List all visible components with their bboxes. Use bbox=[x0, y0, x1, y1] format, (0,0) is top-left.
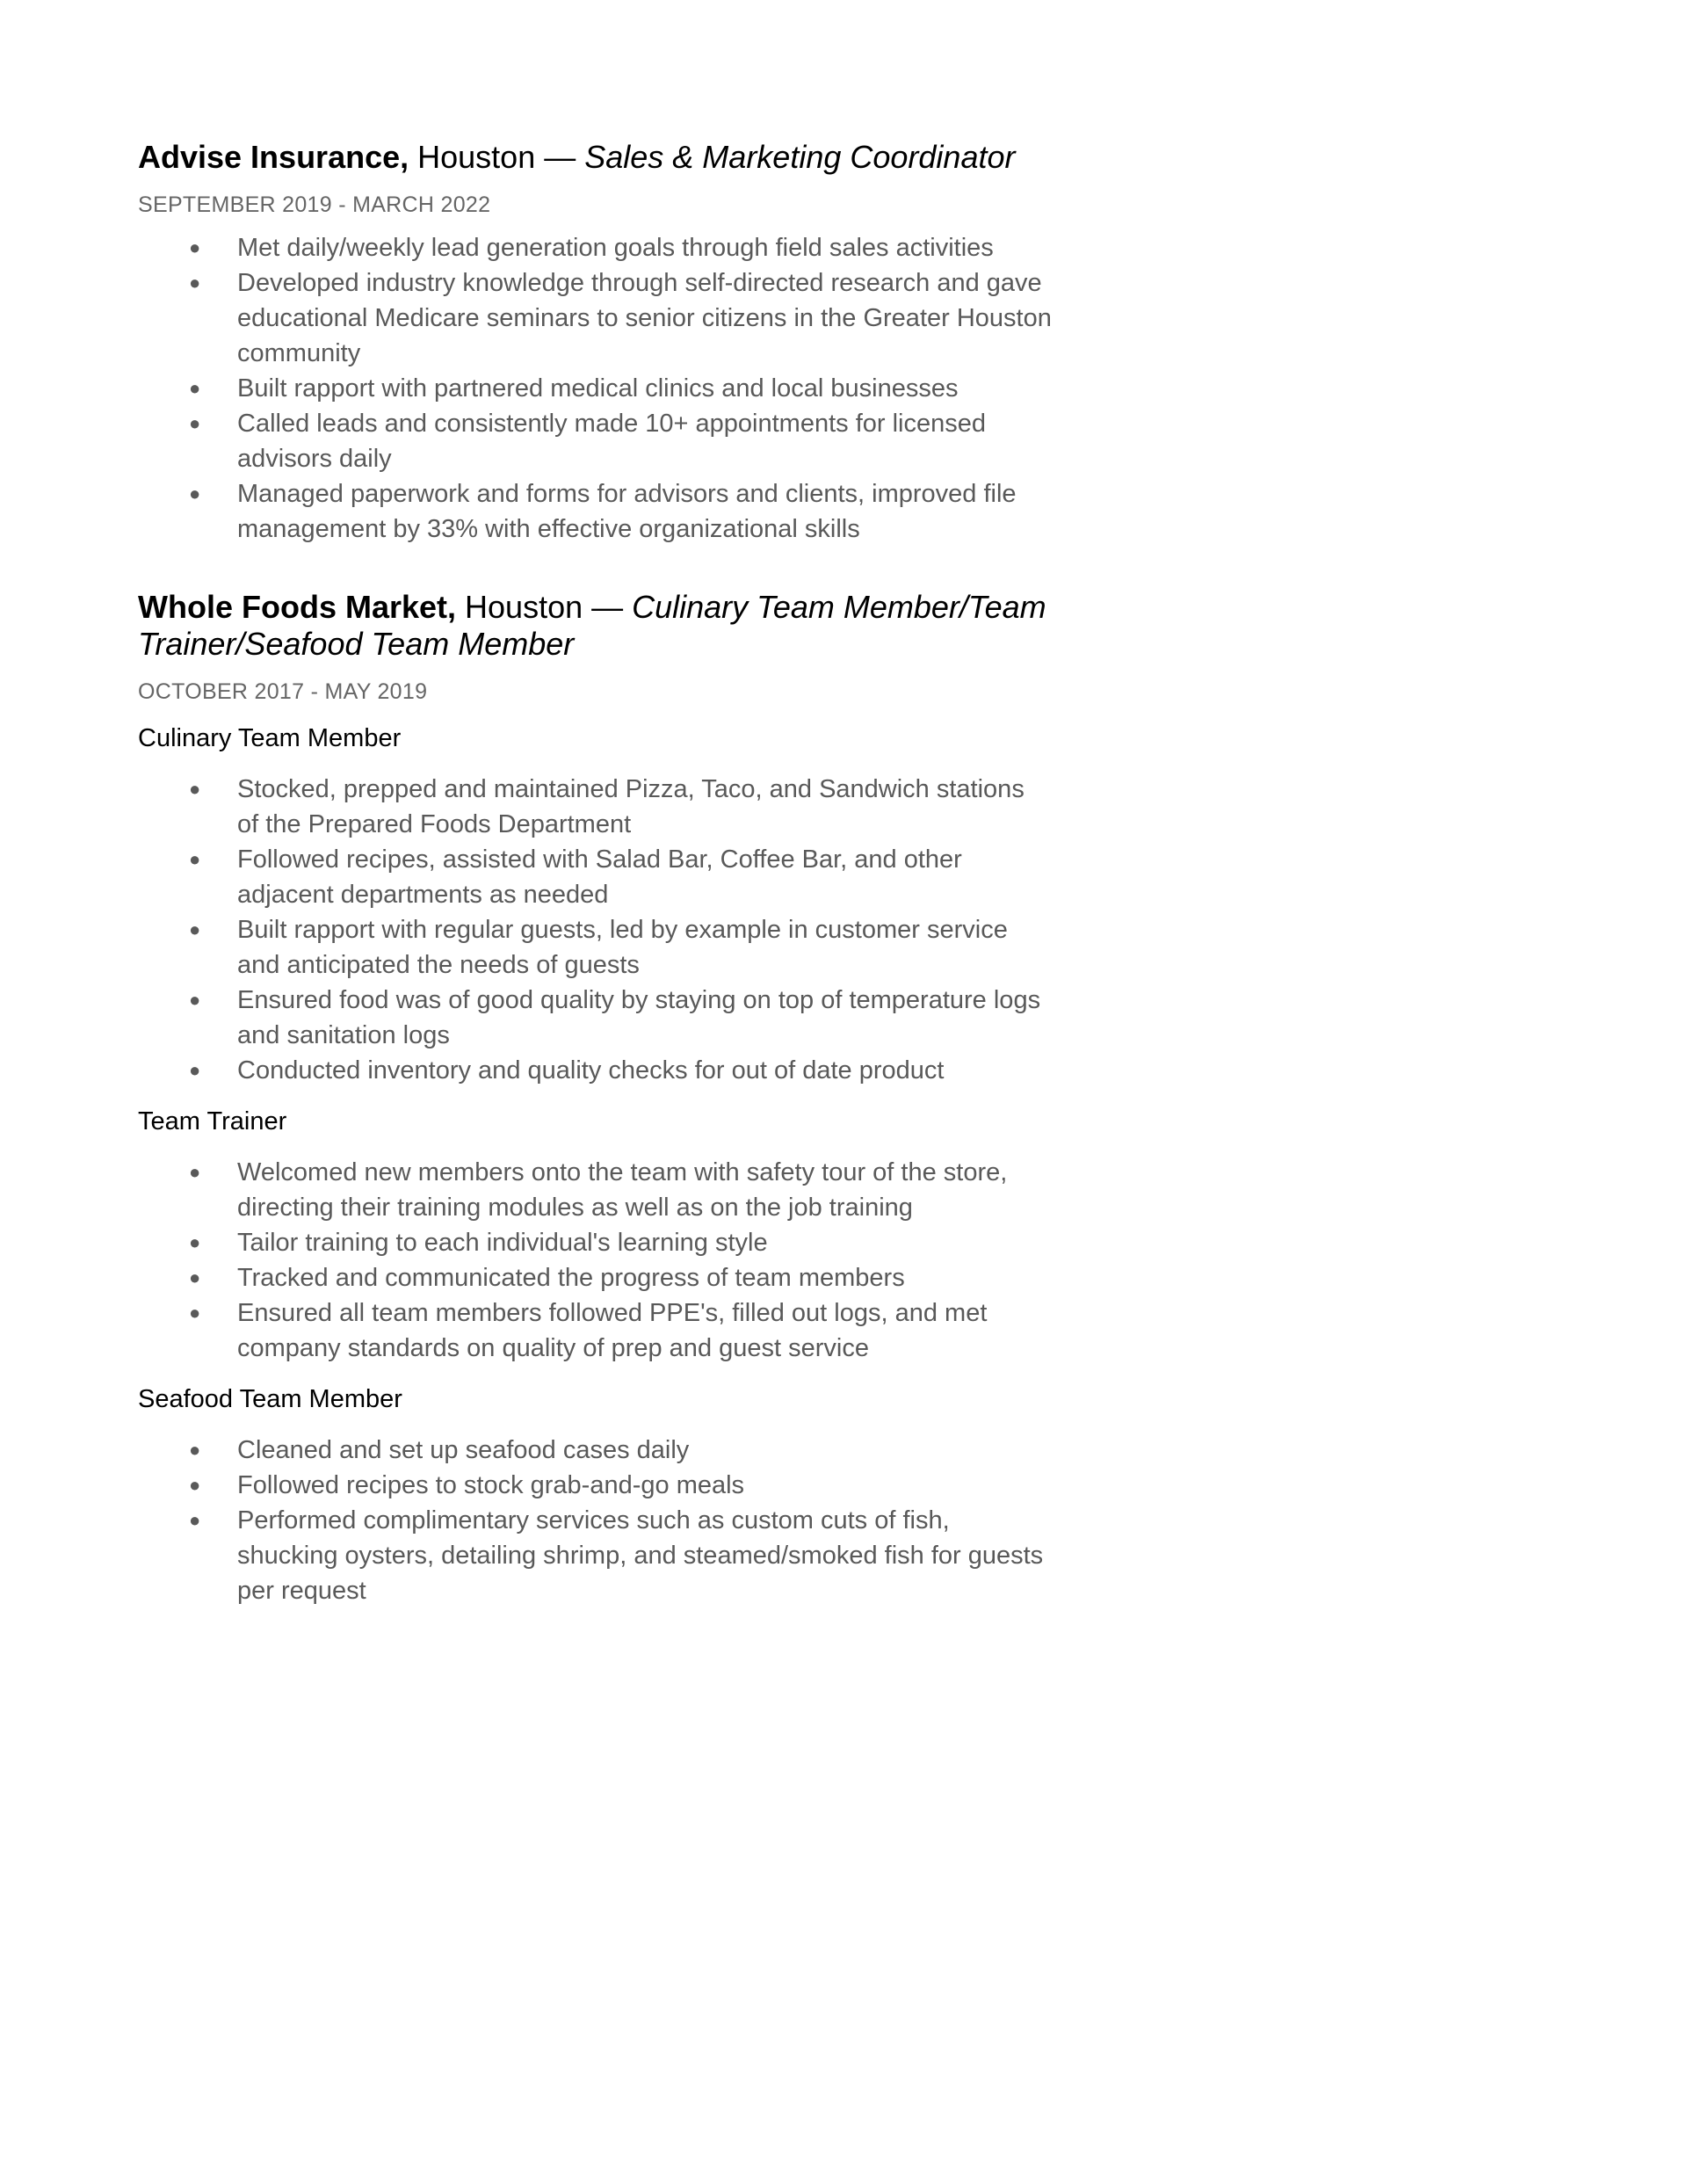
list-item: ● Called leads and consistently made 10+ appointments for licensed advisors daily bbox=[138, 406, 1052, 476]
bullet-icon: ● bbox=[189, 1161, 201, 1183]
subrole-title: Seafood Team Member bbox=[138, 1385, 402, 1413]
job-location: Houston — bbox=[409, 139, 585, 175]
job-role: Sales & Marketing Coordinator bbox=[584, 139, 1016, 175]
list-item: ● Cleaned and set up seafood cases daily bbox=[138, 1433, 1052, 1468]
bullet-icon: ● bbox=[189, 1059, 201, 1081]
job-advise-insurance bbox=[138, 139, 1052, 547]
list-item: ● Ensured all team members followed PPE's, filled out logs, and met company standards on quality of prep and guest service bbox=[138, 1295, 1052, 1366]
bullet-list bbox=[138, 772, 1052, 1088]
bullet-icon: ● bbox=[189, 848, 201, 870]
list-item: ● Conducted inventory and quality checks for out of date product bbox=[138, 1053, 1052, 1088]
list-item: ● Followed recipes to stock grab-and-go meals bbox=[138, 1468, 1052, 1503]
list-item: ● Performed complimentary services such as custom cuts of fish, shucking oysters, detailing shrimp, and steamed/smoked fish for guests per request bbox=[138, 1503, 1052, 1608]
job-heading bbox=[138, 589, 1052, 663]
bullet-icon: ● bbox=[189, 1509, 201, 1531]
list-item: ● Tailor training to each individual's learning style bbox=[138, 1225, 1052, 1260]
bullet-list bbox=[138, 1433, 1052, 1608]
list-item: ● Built rapport with regular guests, led by example in customer service and anticipated the needs of guests bbox=[138, 912, 1052, 983]
bullet-icon: ● bbox=[189, 377, 201, 399]
list-item: ● Managed paperwork and forms for advisors and clients, improved file management by 33% with effective organizational skills bbox=[138, 476, 1052, 547]
job-location: Houston — bbox=[456, 589, 633, 625]
list-item: ● Built rapport with partnered medical clinics and local businesses bbox=[138, 371, 1052, 406]
bullet-icon: ● bbox=[189, 412, 201, 434]
bullet-icon: ● bbox=[189, 989, 201, 1011]
bullet-icon: ● bbox=[189, 1474, 201, 1496]
bullet-icon: ● bbox=[189, 236, 201, 258]
list-item: ● Followed recipes, assisted with Salad Bar, Coffee Bar, and other adjacent departments as needed bbox=[138, 842, 1052, 912]
subrole-title: Team Trainer bbox=[138, 1107, 287, 1136]
subrole-title: Culinary Team Member bbox=[138, 724, 402, 752]
list-item: ● Developed industry knowledge through self-directed research and gave educational Medicare seminars to senior citizens in the Greater Houston community bbox=[138, 265, 1052, 371]
bullet-icon: ● bbox=[189, 1439, 201, 1461]
list-item: ● Welcomed new members onto the team with safety tour of the store, directing their training modules as well as on the job training bbox=[138, 1155, 1052, 1225]
bullet-list bbox=[138, 230, 1052, 547]
bullet-icon: ● bbox=[189, 1302, 201, 1324]
job-dates: SEPTEMBER 2019 - MARCH 2022 bbox=[138, 192, 491, 217]
job-whole-foods bbox=[138, 589, 1052, 1608]
bullet-icon: ● bbox=[189, 1266, 201, 1288]
bullet-icon: ● bbox=[189, 778, 201, 800]
job-role: Culinary Team Member/Team Trainer/Seafood Team Member bbox=[138, 589, 1046, 662]
resume-page bbox=[138, 139, 1052, 1651]
company-name: Whole Foods Market, bbox=[138, 589, 457, 625]
bullet-list bbox=[138, 1155, 1052, 1366]
job-heading bbox=[138, 139, 1052, 176]
bullet-icon: ● bbox=[189, 1231, 201, 1253]
list-item: ● Tracked and communicated the progress of team members bbox=[138, 1260, 1052, 1295]
bullet-icon: ● bbox=[189, 918, 201, 940]
job-dates: OCTOBER 2017 - MAY 2019 bbox=[138, 679, 428, 704]
bullet-icon: ● bbox=[189, 483, 201, 504]
list-item: ● Ensured food was of good quality by staying on top of temperature logs and sanitation logs bbox=[138, 983, 1052, 1053]
list-item: ● Met daily/weekly lead generation goals through field sales activities bbox=[138, 230, 1052, 265]
list-item: ● Stocked, prepped and maintained Pizza, Taco, and Sandwich stations of the Prepared Foods Department bbox=[138, 772, 1052, 842]
company-name: Advise Insurance, bbox=[138, 139, 409, 175]
bullet-icon: ● bbox=[189, 272, 201, 294]
